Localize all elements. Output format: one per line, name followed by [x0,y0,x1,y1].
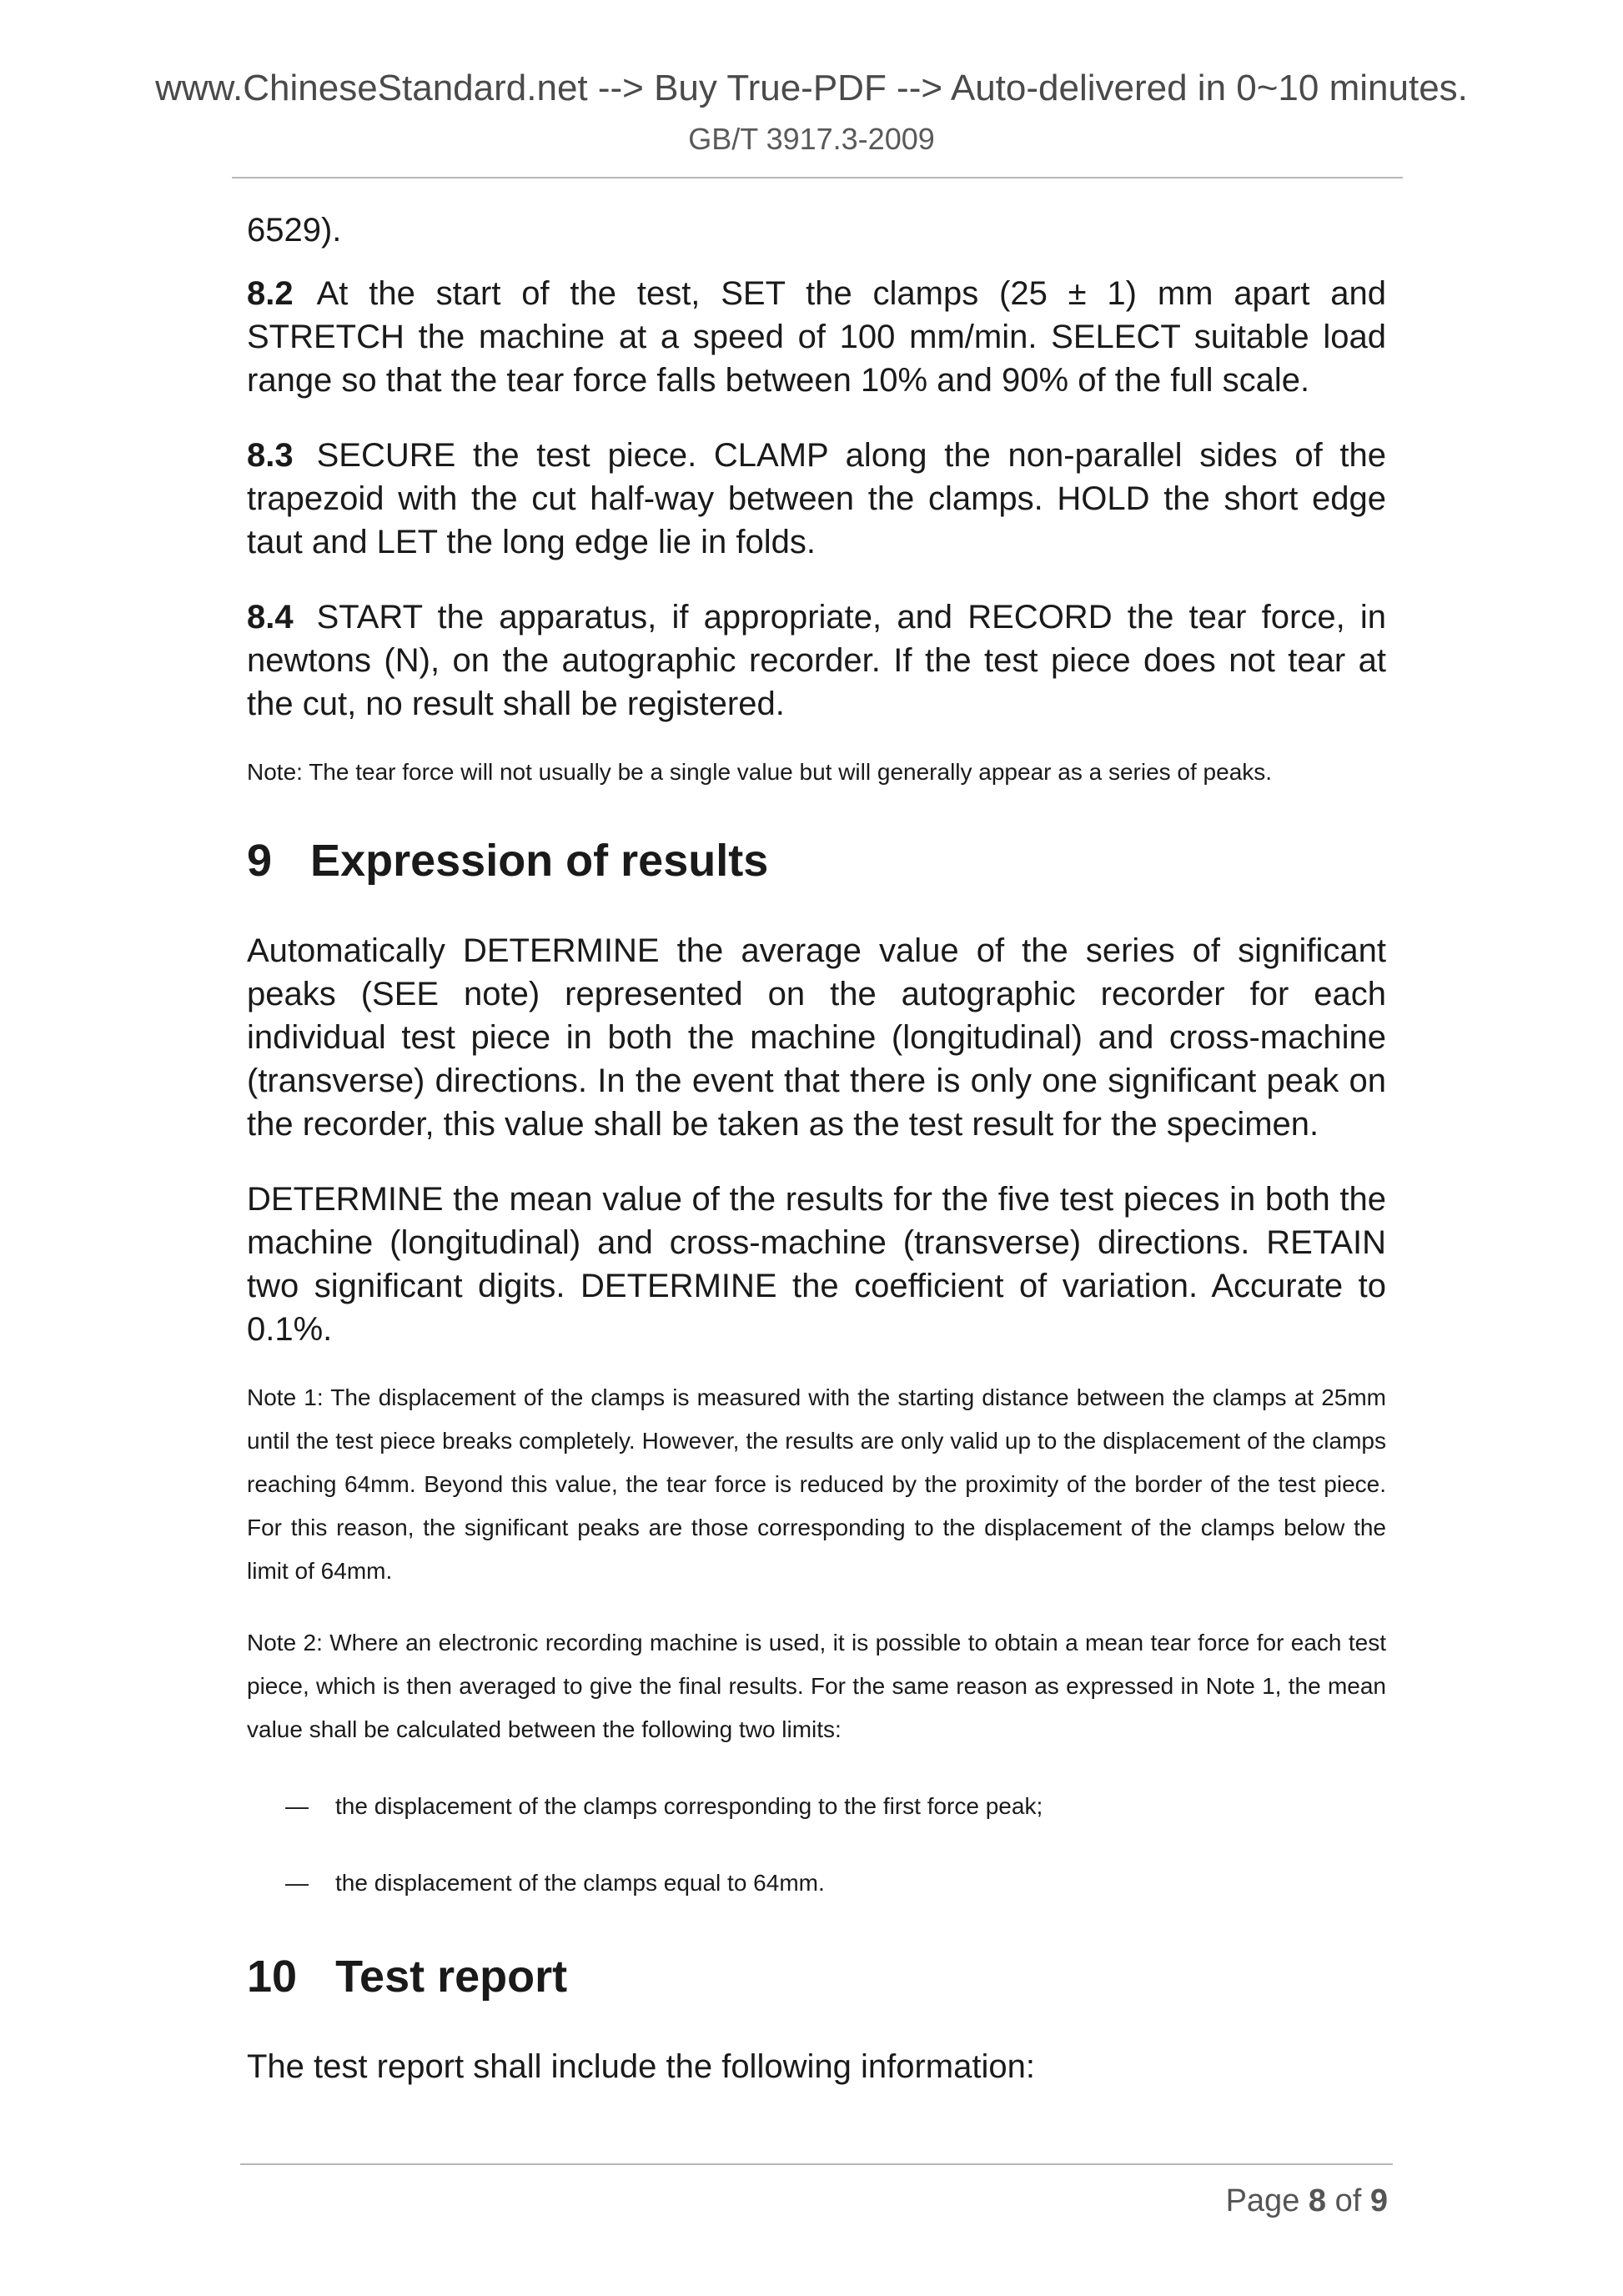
clause-text: START the apparatus, if appropriate, and RECORD the tear force, in newtons (N), on the autographic recorder. If the test piece does not tear at the cut, no result shall be registered. [247,599,1386,722]
limit-item-1 [247,1785,1386,1828]
section-number: 10 [247,1952,298,2002]
note-8: Note: The tear force will not usually be a single value but will generally appear as a series of peaks. [247,759,1273,785]
section-number: 9 [247,836,273,886]
page-word: Page [1225,2183,1300,2218]
section-10-heading [247,1950,1386,2003]
clause-8-4 [247,595,1386,726]
carry-over-text: 6529). [247,212,342,249]
clause-number: 8.4 [247,599,294,636]
section-9-para-1: Automatically DETERMINE the average value of the series of significant peaks (SEE note) represented on the autographic recorder for each individual test piece in both the machine (longitudinal) and cross-machine (transverse) directions. In the event that there is only one significant peak on the recorder, this value shall be taken as the test result for the specimen. [247,932,1386,1143]
page-total: 9 [1369,2183,1388,2218]
document-id: GB/T 3917.3-2009 [688,122,935,156]
note-1: Note 1: The displacement of the clamps is measured with the starting distance between the clamps at 25mm until the test piece breaks completely. However, the results are only valid up to the displacement of the clamps reaching 64mm. Beyond this value, the tear force is reduced by the proximity of the border of the test piece. For this reason, the significant peaks are those corresponding to the displacement of the clamps below the limit of 64mm. [247,1384,1386,1584]
header-banner: www.ChineseStandard.net --> Buy True-PDF --> Auto-delivered in 0~10 minutes. [155,68,1468,108]
note-2: Note 2: Where an electronic recording machine is used, it is possible to obtain a mean tear force for each test piece, which is then averaged to give the final results. For the same reason as expressed in Note 1, the mean value shall be calculated between the following two limits: [247,1630,1386,1742]
clause-8-3 [247,434,1386,564]
page-number [1226,2182,1388,2220]
limit-text: the displacement of the clamps equal to 64mm. [335,1870,825,1896]
section-title: Expression of results [310,836,769,886]
section-9-heading [247,834,1386,887]
section-9-para-2: DETERMINE the mean value of the results for the five test pieces in both the machine (longitudinal) and cross-machine (transverse) directions. RETAIN two significant digits. DETERMINE the coefficient of variation. Accurate to 0.1%. [247,1181,1386,1348]
section-title: Test report [335,1952,568,2002]
clause-text: SECURE the test piece. CLAMP along the non-parallel sides of the trapezoid with the cut half-way between the clamps. HOLD the short edge taut and LET the long edge lie in folds. [247,437,1386,560]
limit-text: the displacement of the clamps corresponding to the first force peak; [335,1793,1043,1819]
section-10-para-1: The test report shall include the following information: [247,2048,1035,2085]
dash-marker: — [285,1870,309,1896]
clause-8-2 [247,272,1386,402]
page-body [247,208,1386,2088]
dash-marker: — [285,1793,309,1819]
clause-number: 8.3 [247,437,294,474]
of-word: of [1334,2183,1362,2218]
clause-text: At the start of the test, SET the clamps (25 ± 1) mm apart and STRETCH the machine at a speed of 100 mm/min. SELECT suitable load range so that the tear force falls between 10% and 90% of the full scale. [247,275,1386,399]
header-divider [232,177,1403,178]
clause-number: 8.2 [247,275,294,312]
footer-divider [240,2163,1393,2165]
page-current: 8 [1308,2183,1327,2218]
limit-item-2 [247,1861,1386,1905]
